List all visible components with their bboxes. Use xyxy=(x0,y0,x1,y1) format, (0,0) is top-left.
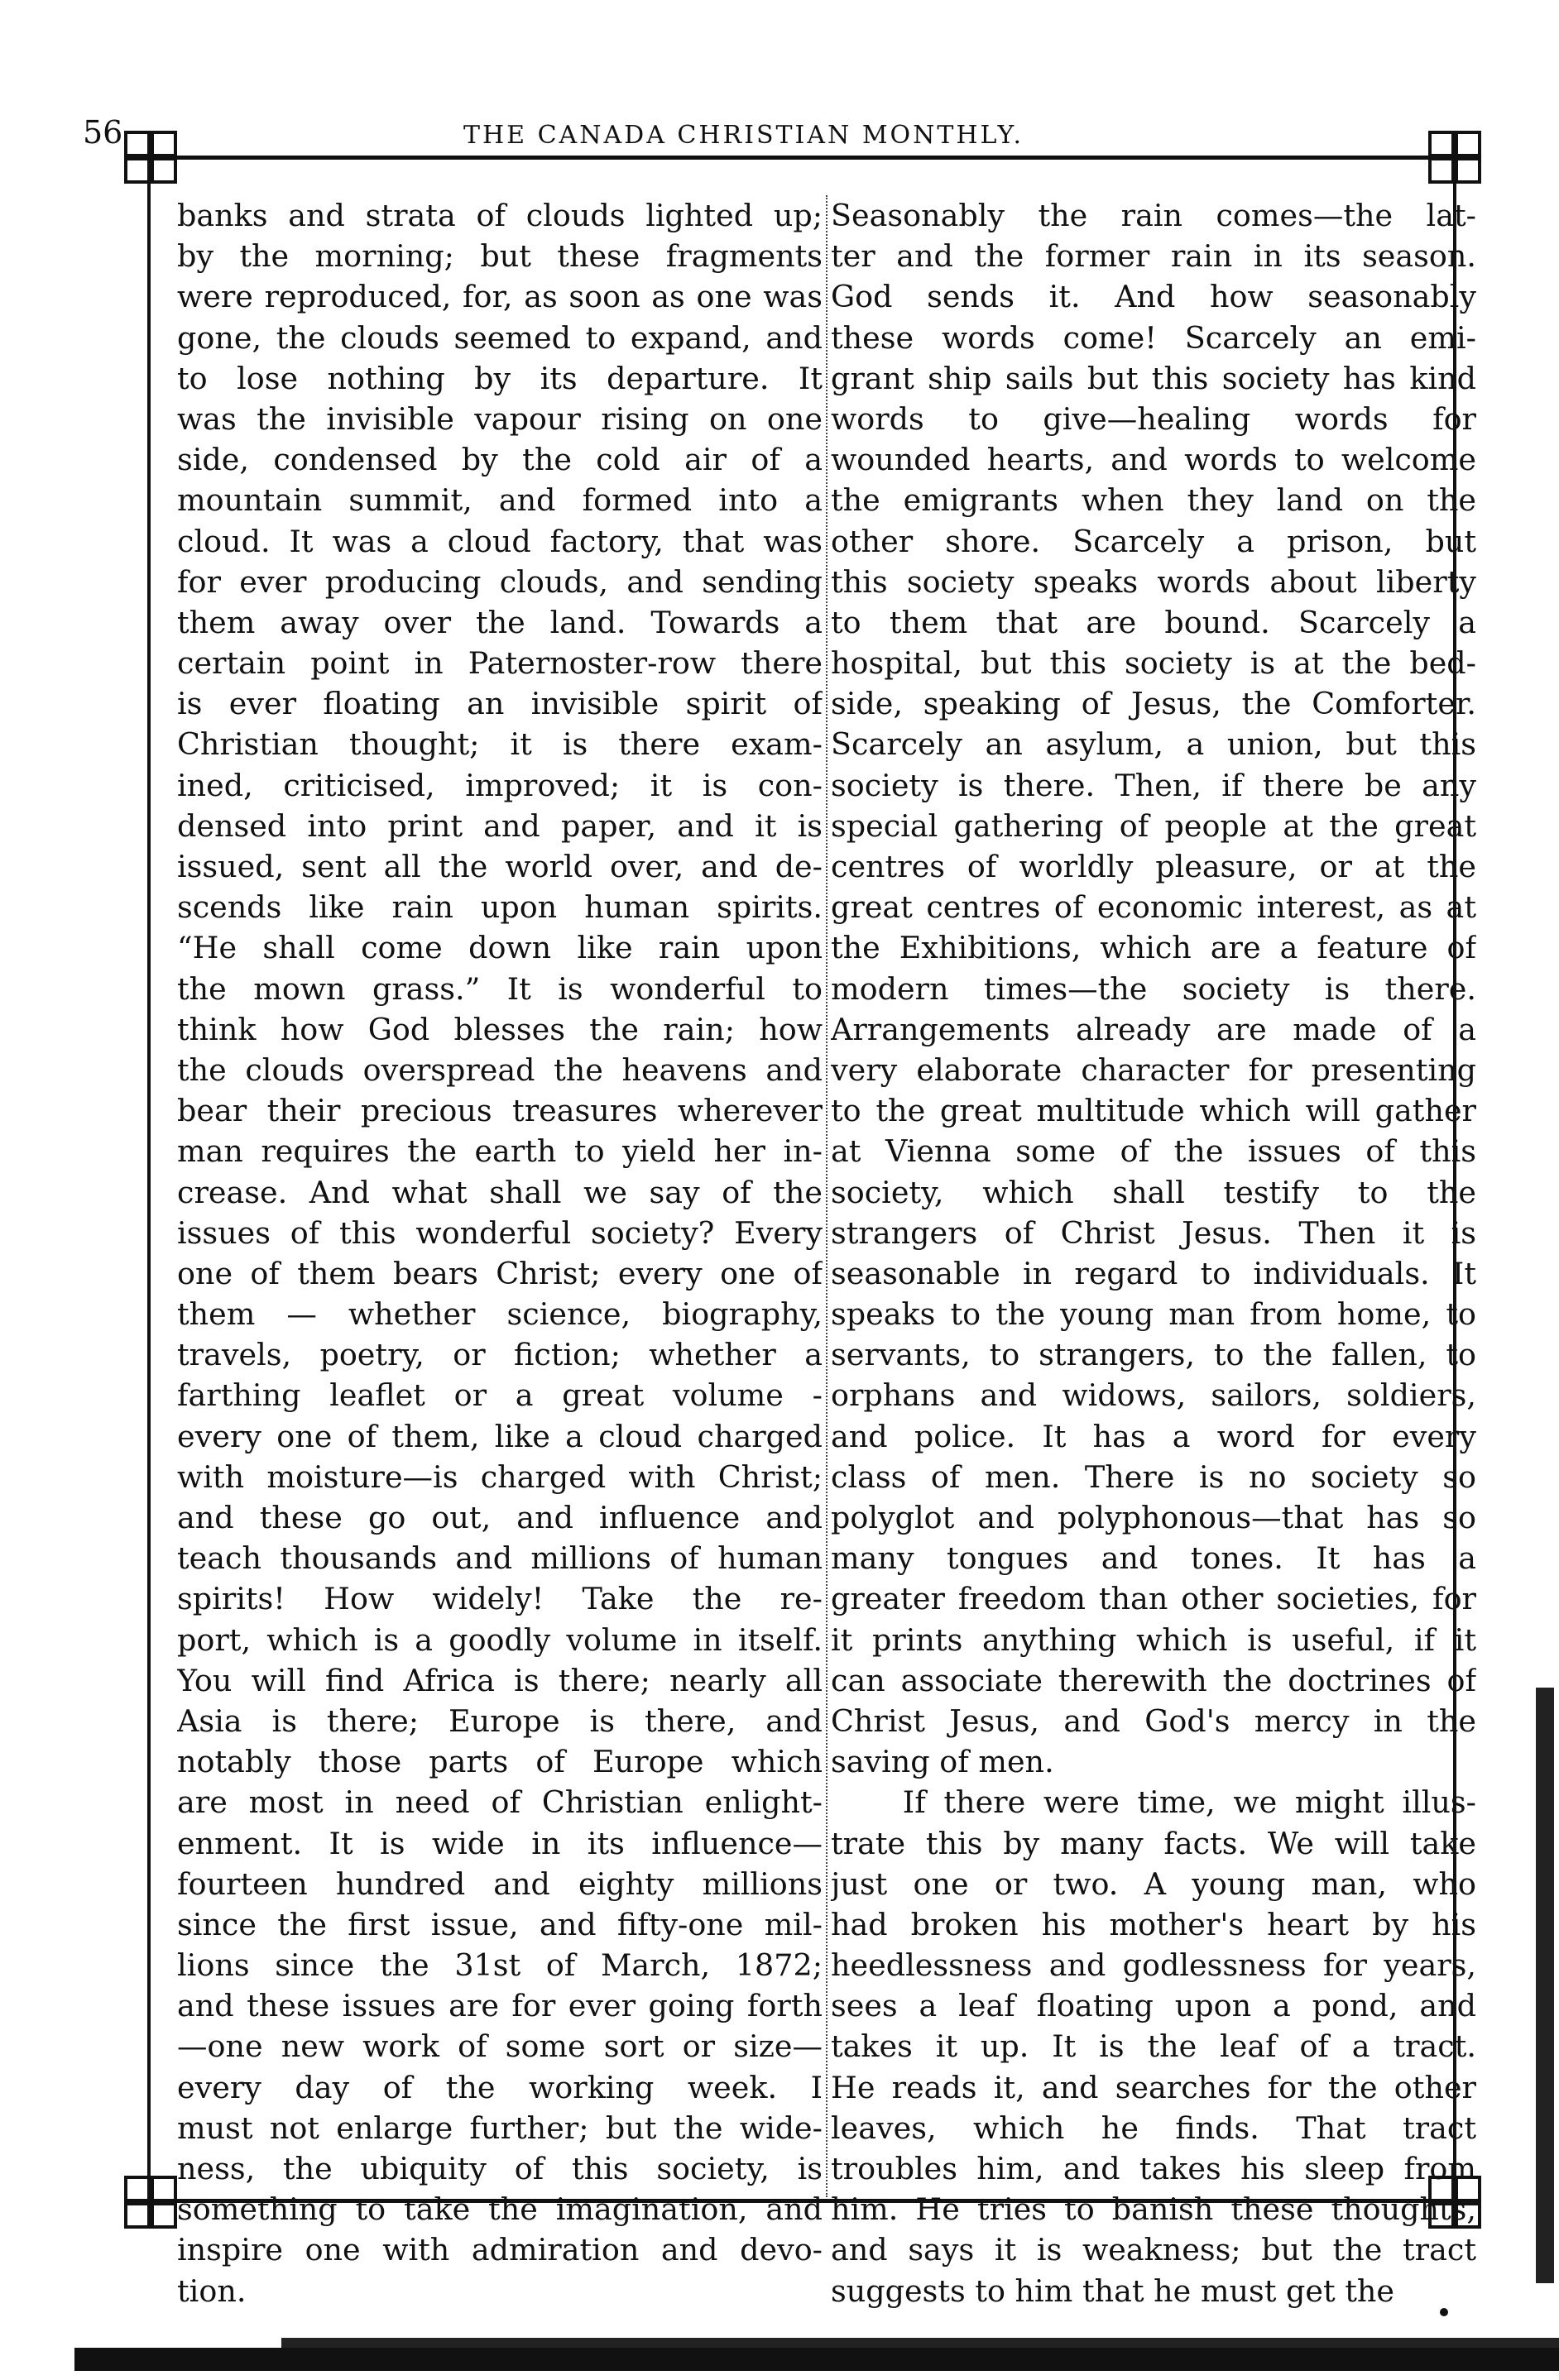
text-line: since the first issue, and fifty-one mil- xyxy=(177,1906,823,1942)
text-line: was the invisible vapour rising on one xyxy=(177,400,823,437)
text-line: ter and the former rain in its season. xyxy=(831,238,1476,275)
text-line: him. He tries to banish these thoughts, xyxy=(831,2191,1476,2228)
text-line: modern times—the society is there. xyxy=(831,970,1476,1007)
border-rule-top xyxy=(165,156,1440,160)
text-line: with moisture—is charged with Christ; xyxy=(177,1458,823,1495)
text-line: many tongues and tones. It has a xyxy=(831,1540,1476,1577)
text-line: society is there. Then, if there be any xyxy=(831,767,1476,803)
text-line: the mown grass.” It is wonderful to xyxy=(177,970,823,1007)
text-line: speaks to the young man from home, to xyxy=(831,1296,1476,1333)
text-line: farthing leaflet or a great volume - xyxy=(177,1377,823,1414)
text-line: the emigrants when they land on the xyxy=(831,482,1476,519)
border-rule-left xyxy=(147,182,151,2184)
text-line: for ever producing clouds, and sending xyxy=(177,563,823,600)
text-line: centres of worldly pleasure, or at the xyxy=(831,849,1476,884)
text-line: grant ship sails but this society has kind xyxy=(831,360,1476,396)
page-number: 56 xyxy=(83,114,123,151)
text-line: hospital, but this society is at the bed- xyxy=(831,645,1476,682)
text-line: class of men. There is no society so xyxy=(831,1458,1476,1495)
text-line: densed into print and paper, and it is xyxy=(177,807,823,844)
text-line: were reproduced, for, as soon as one was xyxy=(177,279,823,315)
text-line: these words come! Scarcely an emi- xyxy=(831,319,1476,356)
text-line: God sends it. And how seasonably xyxy=(831,279,1476,315)
text-line: heedlessness and godlessness for years, xyxy=(831,1947,1476,1984)
text-line: takes it up. It is the leaf of a tract. xyxy=(831,2028,1476,2065)
text-line: side, speaking of Jesus, the Comforter. xyxy=(831,686,1476,722)
text-line: strangers of Christ Jesus. Then it is xyxy=(831,1214,1476,1251)
text-line: think how God blesses the rain; how xyxy=(177,1011,823,1047)
text-line: great centres of economic interest, as at xyxy=(831,889,1476,926)
text-line: special gathering of people at the great xyxy=(831,807,1476,844)
text-line: bear their precious treasures wherever xyxy=(177,1093,823,1129)
text-line: ined, criticised, improved; it is con- xyxy=(177,767,823,803)
text-line: man requires the earth to yield her in- xyxy=(177,1133,823,1170)
scan-edge-shadow xyxy=(281,2338,1559,2348)
text-line: teach thousands and millions of human xyxy=(177,1540,823,1577)
text-line: issued, sent all the world over, and de- xyxy=(177,849,823,884)
text-line: side, condensed by the cold air of a xyxy=(177,442,823,478)
text-line: fourteen hundred and eighty millions xyxy=(177,1865,823,1902)
text-line: servants, to strangers, to the fallen, to xyxy=(831,1337,1476,1373)
text-line: Asia is there; Europe is there, and xyxy=(177,1702,823,1739)
text-line: seasonable in regard to individuals. It xyxy=(831,1255,1476,1291)
text-line: this society speaks words about liberty xyxy=(831,563,1476,600)
text-line: and police. It has a word for every xyxy=(831,1418,1476,1454)
text-line: one of them bears Christ; every one of xyxy=(177,1255,823,1291)
text-line: banks and strata of clouds lighted up; xyxy=(177,198,823,233)
text-line: every day of the working week. I xyxy=(177,2069,823,2105)
text-line: Scarcely an asylum, a union, but this xyxy=(831,726,1476,763)
text-line: cloud. It was a cloud factory, that was xyxy=(177,523,823,559)
text-column-left xyxy=(177,195,823,2311)
text-line: can associate therewith the doctrines of xyxy=(831,1662,1476,1698)
text-line: inspire one with admiration and devo- xyxy=(177,2232,823,2268)
text-line: just one or two. A young man, who xyxy=(831,1865,1476,1902)
text-line: Seasonably the rain comes—the lat- xyxy=(831,198,1476,233)
text-line: it prints anything which is useful, if it xyxy=(831,1621,1476,1658)
column-divider xyxy=(826,195,827,2197)
text-line: leaves, which he finds. That tract xyxy=(831,2109,1476,2146)
text-line: You will find Africa is there; nearly all xyxy=(177,1662,823,1698)
text-line: spirits! How widely! Take the re- xyxy=(177,1581,823,1617)
text-line: to lose nothing by its departure. It xyxy=(177,360,823,396)
text-line: and says it is weakness; but the tract xyxy=(831,2232,1476,2268)
text-line: Christian thought; it is there exam- xyxy=(177,726,823,763)
text-line: something to take the imagination, and xyxy=(177,2191,823,2228)
running-header-title: THE CANADA CHRISTIAN MONTHLY. xyxy=(463,121,1024,150)
text-line: polyglot and polyphonous—that has so xyxy=(831,1500,1476,1535)
scan-edge-bar xyxy=(74,2348,1559,2371)
text-line: travels, poetry, or fiction; whether a xyxy=(177,1337,823,1373)
ink-dot xyxy=(1440,2308,1448,2316)
text-column-right xyxy=(831,195,1476,2311)
text-line: orphans and widows, sailors, soldiers, xyxy=(831,1377,1476,1414)
text-line: and these issues are for ever going forth xyxy=(177,1988,823,2024)
text-line: He reads it, and searches for the other xyxy=(831,2069,1476,2105)
text-line: wounded hearts, and words to welcome xyxy=(831,442,1476,478)
text-line: the Exhibitions, which are a feature of xyxy=(831,930,1476,966)
text-line: scends like rain upon human spirits. xyxy=(177,889,823,926)
text-line: words to give—healing words for xyxy=(831,400,1476,437)
text-line: Christ Jesus, and God's mercy in the xyxy=(831,1702,1476,1739)
text-line: mountain summit, and formed into a xyxy=(177,482,823,519)
text-line: every one of them, like a cloud charged xyxy=(177,1418,823,1454)
text-line: If there were time, we might illus- xyxy=(831,1784,1476,1821)
text-line: suggests to him that he must get the xyxy=(831,2272,1394,2309)
text-line: very elaborate character for presenting xyxy=(831,1051,1476,1088)
text-line: to the great multitude which will gather xyxy=(831,1093,1476,1129)
text-line: society, which shall testify to the xyxy=(831,1174,1476,1210)
text-line: lions since the 31st of March, 1872; xyxy=(177,1947,823,1984)
text-line: sees a leaf floating upon a pond, and xyxy=(831,1988,1476,2024)
text-line: by the morning; but these fragments xyxy=(177,238,823,275)
text-line: certain point in Paternoster-row there xyxy=(177,645,823,682)
text-line: crease. And what shall we say of the xyxy=(177,1174,823,1210)
corner-ornament-top-right xyxy=(1427,129,1480,182)
text-line: greater freedom than other societies, for xyxy=(831,1581,1476,1617)
text-line: tion. xyxy=(177,2272,247,2309)
text-line: is ever floating an invisible spirit of xyxy=(177,686,823,722)
corner-ornament-top-left xyxy=(122,129,175,182)
text-line: them — whether science, biography, xyxy=(177,1296,823,1333)
text-line: port, which is a goodly volume in itself. xyxy=(177,1621,823,1658)
text-line: the clouds overspread the heavens and xyxy=(177,1051,823,1088)
text-line: at Vienna some of the issues of this xyxy=(831,1133,1476,1170)
corner-ornament-bottom-left xyxy=(122,2174,175,2227)
text-line: issues of this wonderful society? Every xyxy=(177,1214,823,1251)
text-line: notably those parts of Europe which xyxy=(177,1744,823,1780)
text-line: enment. It is wide in its influence— xyxy=(177,1825,823,1861)
text-line: saving of men. xyxy=(831,1744,1054,1780)
text-line: troubles him, and takes his sleep from xyxy=(831,2151,1476,2186)
text-line: —one new work of some sort or size— xyxy=(177,2028,823,2065)
text-line: Arrangements already are made of a xyxy=(831,1011,1476,1047)
text-line: to them that are bound. Scarcely a xyxy=(831,604,1476,640)
text-line: had broken his mother's heart by his xyxy=(831,1906,1476,1942)
text-line: gone, the clouds seemed to expand, and xyxy=(177,319,823,356)
text-line: must not enlarge further; but the wide- xyxy=(177,2109,823,2146)
text-line: ness, the ubiquity of this society, is xyxy=(177,2151,823,2186)
text-line: other shore. Scarcely a prison, but xyxy=(831,523,1476,559)
text-line: and these go out, and influence and xyxy=(177,1500,823,1535)
text-line: are most in need of Christian enlight- xyxy=(177,1784,823,1821)
scan-edge-mark xyxy=(1536,1688,1554,2283)
text-line: “He shall come down like rain upon xyxy=(177,930,823,966)
text-line: them away over the land. Towards a xyxy=(177,604,823,640)
text-line: trate this by many facts. We will take xyxy=(831,1825,1476,1861)
